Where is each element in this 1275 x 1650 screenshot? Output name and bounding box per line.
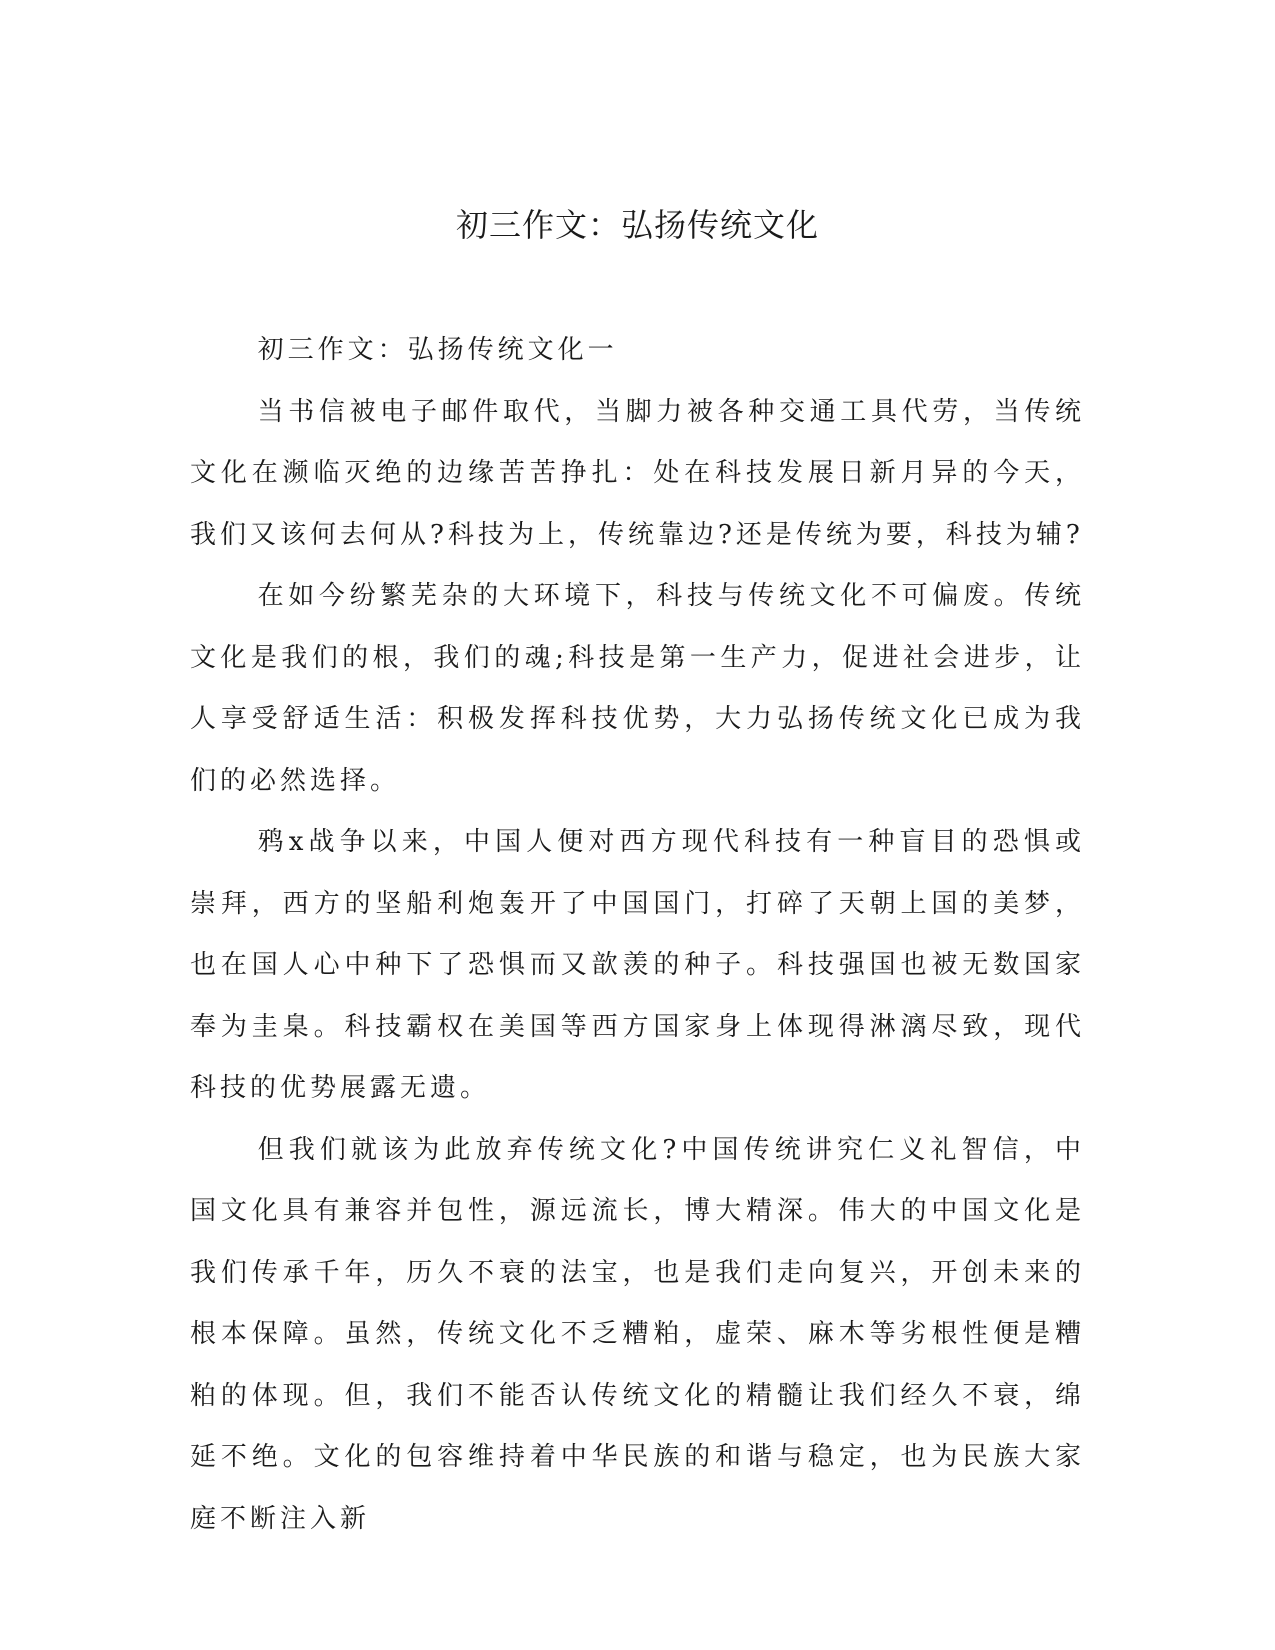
paragraph: 鸦x战争以来，中国人便对西方现代科技有一种盲目的恐惧或崇拜，西方的坚船利炮轰开了中国国门，打碎了天朝上国的美梦，也在国人心中种下了恐惧而又歆羡的种子。科技强国也被无数国家奉为圭臬。科技霸权在美国等西方国家身上体现得淋漓尽致，现代科技的优势展露无遗。 <box>190 827 1085 1103</box>
document-title: 初三作文：弘扬传统文化 <box>455 206 819 244</box>
paragraph: 但我们就该为此放弃传统文化?中国传统讲究仁义礼智信，中国文化具有兼容并包性，源远流长，博大精深。伟大的中国文化是我们传承千年，历久不衰的法宝，也是我们走向复兴，开创未来的根本保障。虽然，传统文化不乏糟粕，虚荣、麻木等劣根性便是糟粕的体现。但，我们不能否认传统文化的精髓让我们经久不衰，绵延不绝。文化的包容维持着中华民族的和谐与稳定，也为民族大家庭不断注入新 <box>190 1134 1085 1534</box>
paragraph: 当书信被电子邮件取代，当脚力被各种交通工具代劳，当传统文化在濒临灭绝的边缘苦苦挣扎：处在科技发展日新月异的今天，我们又该何去何从?科技为上，传统靠边?还是传统为要，科技为辅? <box>190 396 1085 550</box>
document-body <box>190 320 1085 1550</box>
paragraph-subtitle: 初三作文：弘扬传统文化一 <box>257 335 618 365</box>
paragraph: 在如今纷繁芜杂的大环境下，科技与传统文化不可偏废。传统文化是我们的根，我们的魂;科技是第一生产力，促进社会进步，让人享受舒适生活：积极发挥科技优势，大力弘扬传统文化已成为我们的必然选择。 <box>190 581 1085 796</box>
